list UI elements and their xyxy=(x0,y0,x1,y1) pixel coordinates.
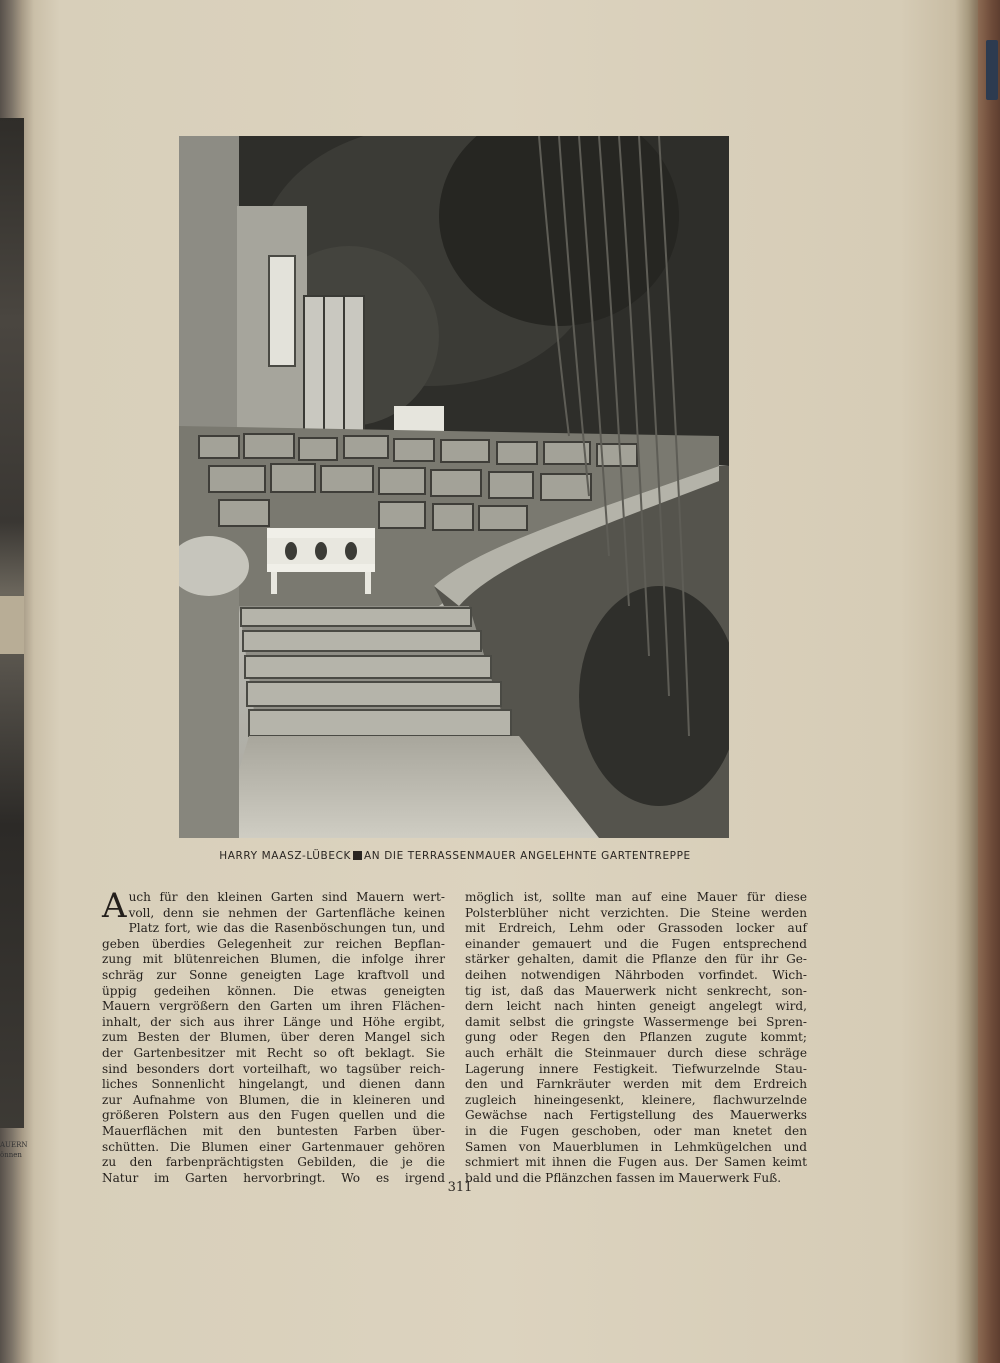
text-line: zung mit blütenreichen Blumen, die infolge ihrer xyxy=(102,952,445,967)
left-text-column xyxy=(102,886,445,1186)
text-line: Samen von Mauerblumen in Lehmkügelchen und xyxy=(465,1139,807,1154)
drop-cap: A xyxy=(102,886,127,926)
text-line: Polsterblüher nicht verzichten. Die Steine werden xyxy=(465,905,807,920)
text-line: deihen notwendigen Nährboden vorfindet. Wich- xyxy=(465,967,807,982)
text-line: mit Erdreich, Lehm oder Grassoden locker auf xyxy=(465,921,807,936)
text-line: den und Farnkräuter werden mit dem Erdreich xyxy=(465,1077,807,1092)
text-line: gung oder Regen den Pflanzen zugute kommt; xyxy=(465,1030,807,1045)
previous-page-edge xyxy=(0,118,24,1128)
photo-illustration xyxy=(179,136,729,838)
text-line: schütten. Die Blumen einer Gartenmauer gehören xyxy=(102,1139,445,1154)
photo-caption xyxy=(150,850,760,862)
previous-page-caption: AUERN önnen xyxy=(0,1141,28,1159)
text-line: zu den farbenprächtigsten Gebilden, die je die xyxy=(102,1155,445,1170)
text-line: schmiert mit ihnen die Fugen aus. Der Samen keimt xyxy=(465,1155,807,1170)
caption-title: AN DIE TERRASSENMAUER ANGELEHNTE GARTENTREPPE xyxy=(364,850,691,862)
text-line: der Gartenbesitzer mit Recht so oft beklagt. Sie xyxy=(102,1045,445,1060)
text-line: bald und die Pflänzchen fassen im Mauerwerk Fuß. xyxy=(465,1170,782,1185)
text-line: liches Sonnenlicht hingelangt, und dienen dann xyxy=(102,1077,445,1092)
text-line: in die Fugen geschoben, oder man knetet den xyxy=(465,1123,807,1138)
text-line: Gewächse nach Fertigstellung des Mauerwerks xyxy=(465,1108,807,1123)
text-line: Lagerung innere Festigkeit. Tiefwurzelnde Stau- xyxy=(465,1061,807,1076)
text-line: einander gemauert und die Fugen entsprechend xyxy=(465,936,807,951)
text-line: Mauern vergrößern den Garten um ihren Flächen- xyxy=(102,999,445,1014)
text-line: dern leicht nach hinten geneigt angelegt wird, xyxy=(465,999,807,1014)
text-line: tig ist, daß das Mauerwerk nicht senkrecht, son- xyxy=(465,983,807,998)
text-line: zugleich hineingesenkt, kleinere, flachwurzelnde xyxy=(465,1092,807,1107)
garden-stair-photo xyxy=(179,136,729,838)
square-bullet-icon xyxy=(353,851,362,860)
text-line: Mauerflächen mit den buntesten Farben über- xyxy=(102,1123,445,1138)
text-line: größeren Polstern aus den Fugen quellen und die xyxy=(102,1108,445,1123)
text-line: damit selbst die gringste Wassermenge bei Spren- xyxy=(465,1014,807,1029)
text-line: zum Besten der Blumen, über deren Mangel sich xyxy=(102,1030,445,1045)
text-line: stärker gehalten, damit die Pflanze den für ihr Ge- xyxy=(465,952,807,967)
text-line: Platz fort, wie das die Rasenböschungen tun, und xyxy=(128,921,445,936)
text-line: inhalt, der sich aus ihrer Länge und Höhe ergibt, xyxy=(102,1014,445,1029)
text-line: zur Aufnahme von Blumen, die in kleineren und xyxy=(102,1092,445,1107)
text-line: sind besonders dort vorteilhaft, wo tagsüber reich- xyxy=(102,1061,445,1076)
text-line: auch erhält die Steinmauer durch diese schräge xyxy=(465,1045,807,1060)
text-line: Natur im Garten hervorbringt. Wo es irgend xyxy=(102,1170,445,1185)
book-binding-edge xyxy=(978,0,1000,1363)
text-line: üppig gedeihen können. Die etwas geneigten xyxy=(102,983,445,998)
text-line: schräg zur Sonne geneigten Lage kraftvoll und xyxy=(102,967,445,982)
right-text-column xyxy=(465,890,807,1186)
text-line: geben überdies Gelegenheit zur reichen Bepflan- xyxy=(102,936,445,951)
caption-author: HARRY MAASZ-LÜBECK xyxy=(219,850,352,862)
text-line: möglich ist, sollte man auf eine Mauer für diese xyxy=(465,890,807,904)
text-line: uch für den kleinen Garten sind Mauern wert- xyxy=(128,890,445,904)
text-line: voll, denn sie nehmen der Gartenfläche keinen xyxy=(128,905,445,920)
page-number: 311 xyxy=(447,1180,473,1195)
